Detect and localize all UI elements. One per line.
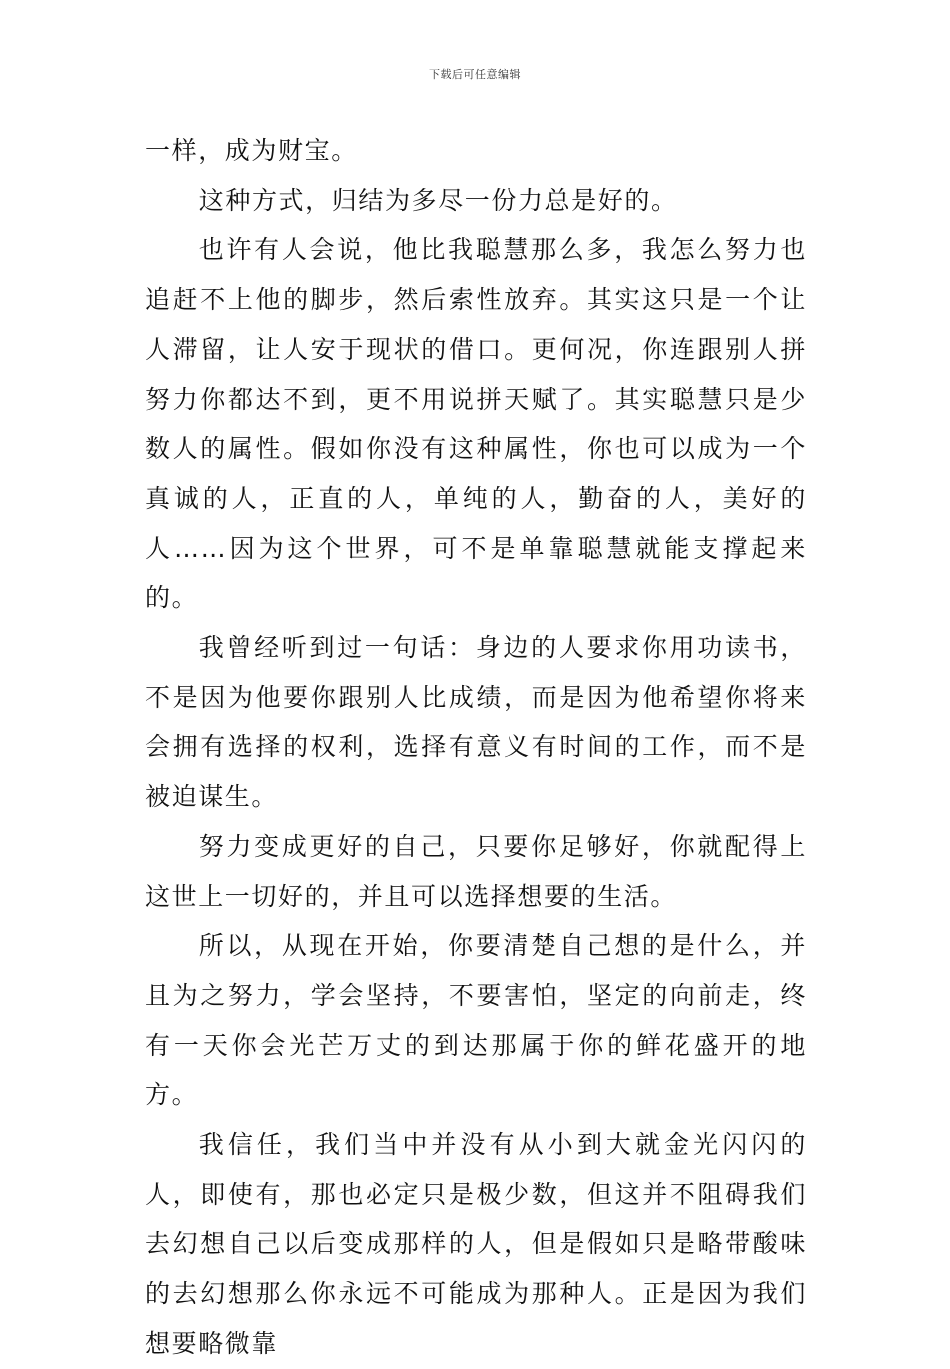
- paragraph: 所以，从现在开始，你要清楚自己想的是什么，并且为之努力，学会坚持，不要害怕，坚定的向前走，终有一天你会光芒万丈的到达那属于你的鲜花盛开的地方。: [145, 931, 807, 1110]
- page-header: 下载后可任意编辑: [429, 68, 521, 81]
- paragraph: 这种方式，归结为多尽一份力总是好的。: [198, 185, 678, 215]
- paragraph: 努力变成更好的自己，只要你足够好，你就配得上这世上一切好的，并且可以选择想要的生活。: [145, 831, 807, 911]
- paragraph: 我曾经听到过一句话：身边的人要求你用功读书，不是因为他要你跟别人比成绩，而是因为他希望你将来会拥有选择的权利，选择有意义有时间的工作，而不是被迫谋生。: [145, 633, 807, 812]
- paragraph: 我信任，我们当中并没有从小到大就金光闪闪的人，即使有，那也必定只是极少数，但这并不阻碍我们去幻想自己以后变成那样的人，但是假如只是略带酸味的去幻想那么你永远不可能成为那种人。正是因为我们想要略微靠: [145, 1130, 807, 1358]
- document-body: [145, 126, 807, 1369]
- paragraph-continuation: 一样，成为财宝。: [145, 136, 358, 165]
- paragraph: 也许有人会说，他比我聪慧那么多，我怎么努力也追赶不上他的脚步，然后索性放弃。其实这只是一个让人滞留，让人安于现状的借口。更何况，你连跟别人拼努力你都达不到，更不用说拼天赋了。其实聪慧只是少数人的属性。假如你没有这种属性，你也可以成为一个真诚的人，正直的人，单纯的人，勤奋的人，美好的人……因为这个世界，可不是单靠聪慧就能支撑起来的。: [145, 235, 807, 613]
